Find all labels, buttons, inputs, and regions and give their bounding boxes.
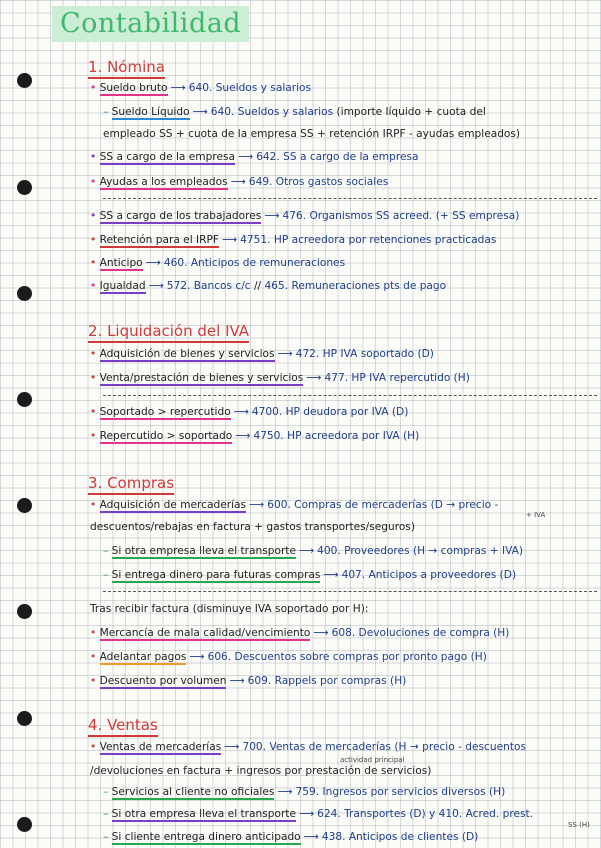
nomina-line-6: • SS a cargo de los trabajadores ⟶ 476. Organismos SS acreed. (+ SS empresa) [90, 210, 520, 222]
iva-line-1: • Adquisición de bienes y servicios ⟶ 472. HP IVA soportado (D) [90, 348, 434, 360]
nomina-line-8: • Anticipo ⟶ 460. Anticipos de remuneraciones [90, 257, 346, 269]
section-heading-iva: 2. Liquidación del IVA [88, 322, 249, 340]
ventas-line-3: – Servicios al cliente no oficiales ⟶ 759. Ingresos por servicios diversos (H) [103, 786, 506, 798]
ventas-line-2: /devoluciones en factura + ingresos por prestación de servicios) [90, 765, 432, 777]
section-heading-nomina: 1. Nómina [88, 58, 165, 76]
separator [103, 395, 597, 397]
nomina-line-5: • Ayudas a los empleados ⟶ 649. Otros gastos sociales [90, 176, 389, 188]
binder-hole [17, 604, 32, 619]
nomina-line-2: – Sueldo Líquido ⟶ 640. Sueldos y salarios (importe líquido + cuota del [103, 106, 486, 118]
nomina-line-3: empleado SS + cuota de la empresa SS + retención IRPF - ayudas empleados) [103, 128, 521, 140]
section-heading-compras: 3. Compras [88, 474, 174, 492]
binder-hole [17, 498, 32, 513]
compras-line-7: • Adelantar pagos ⟶ 606. Descuentos sobre compras por pronto pago (H) [90, 651, 487, 663]
compras-line-8: • Descuento por volumen ⟶ 609. Rappels por compras (H) [90, 675, 407, 687]
iva-line-2: • Venta/prestación de bienes y servicios ⟶ 477. HP IVA repercutido (H) [90, 372, 470, 384]
note-iva: + IVA [526, 511, 546, 519]
page-title: Contabilidad [52, 6, 249, 42]
note-ss-h: SS (H) [568, 821, 590, 829]
separator [103, 198, 597, 200]
nomina-line-4: • SS a cargo de la empresa ⟶ 642. SS a cargo de la empresa [90, 151, 419, 163]
compras-line-5: Tras recibir factura (disminuye IVA soportado por H): [90, 603, 369, 615]
compras-line-3: – Si otra empresa lleva el transporte ⟶ 400. Proveedores (H → compras + IVA) [103, 545, 524, 557]
compras-line-6: • Mercancía de mala calidad/vencimiento ⟶ 608. Devoluciones de compra (H) [90, 627, 510, 639]
binder-hole [17, 180, 32, 195]
iva-line-3: • Soportado > repercutido ⟶ 4700. HP deudora por IVA (D) [90, 406, 409, 418]
binder-hole [17, 817, 32, 832]
compras-line-2: descuentos/rebajas en factura + gastos transportes/seguros) [90, 521, 415, 533]
nomina-line-1: • Sueldo bruto ⟶ 640. Sueldos y salarios [90, 82, 312, 94]
separator [103, 591, 597, 593]
ventas-line-5: – Si cliente entrega dinero anticipado ⟶ 438. Anticipos de clientes (D) [103, 831, 479, 843]
section-heading-ventas: 4. Ventas [88, 716, 158, 734]
binder-hole [17, 711, 32, 726]
iva-line-4: • Repercutido > soportado ⟶ 4750. HP acreedora por IVA (H) [90, 430, 420, 442]
binder-hole [17, 286, 32, 301]
binder-hole [17, 392, 32, 407]
binder-hole [17, 73, 32, 88]
compras-line-1: • Adquisición de mercaderías ⟶ 600. Compras de mercaderías (D → precio - [90, 499, 499, 511]
note-actividad-principal: actividad principal [340, 756, 405, 764]
nomina-line-9: • Igualdad ⟶ 572. Bancos c/c // 465. Remuneraciones pts de pago [90, 280, 447, 292]
nomina-line-7: • Retención para el IRPF ⟶ 4751. HP acreedora por retenciones practicadas [90, 234, 497, 246]
ventas-line-1: • Ventas de mercaderías ⟶ 700. Ventas de mercaderías (H → precio - descuentos [90, 741, 526, 753]
ventas-line-4: – Si otra empresa lleva el transporte ⟶ 624. Transportes (D) y 410. Acred. prest. [103, 808, 533, 820]
compras-line-4: – Si entrega dinero para futuras compras ⟶ 407. Anticipos a proveedores (D) [103, 569, 517, 581]
